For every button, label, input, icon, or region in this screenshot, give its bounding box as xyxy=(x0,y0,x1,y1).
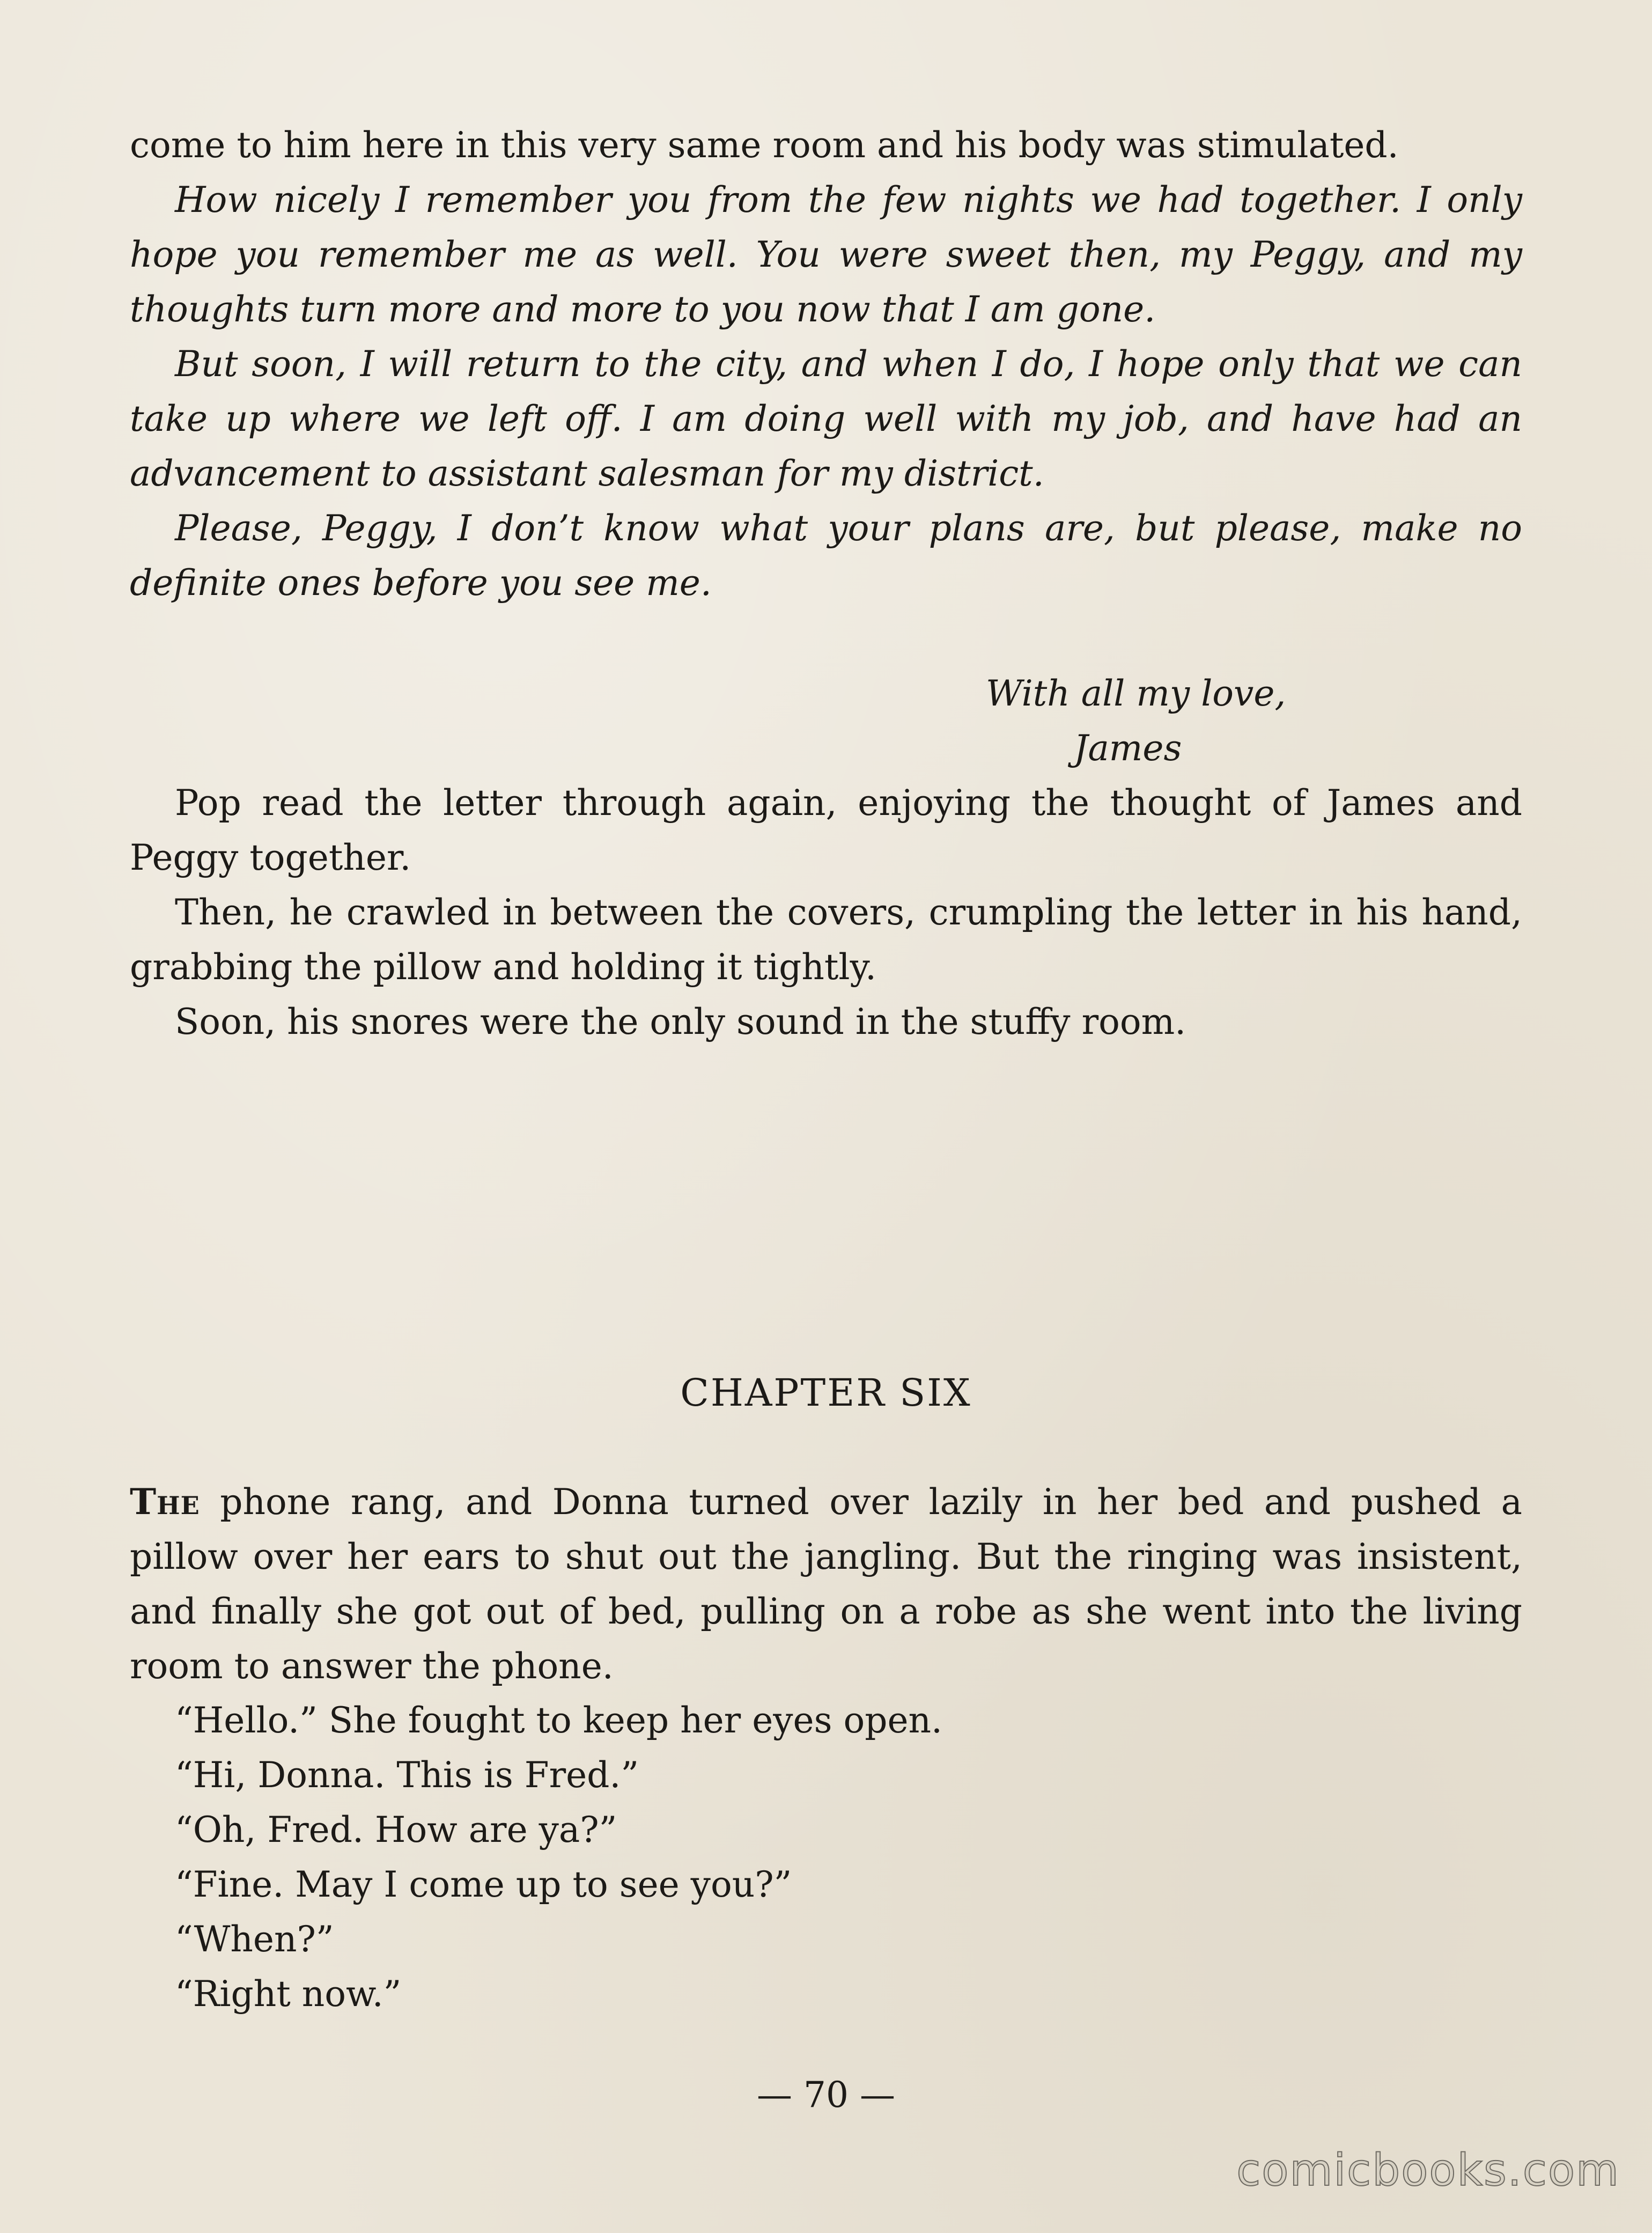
chapter-title: CHAPTER SIX xyxy=(680,1371,972,1415)
narrative-paragraph-3: Soon, his snores were the only sound in the stuffy room. xyxy=(175,1001,1186,1042)
letter-paragraph-1: How nicely I remember you from the few nights we had together. I only hope you remember me as well. You were sweet then, my Peggy, and my thoughts turn more and more to you now that I am gone. xyxy=(130,179,1522,330)
dialogue-line-6: “Right now.” xyxy=(175,1973,402,2015)
dialogue-line-4: “Fine. May I come up to see you?” xyxy=(175,1864,792,1905)
watermark-logo: comicbooks.com xyxy=(1236,2145,1620,2196)
letter-closing: With all my love, xyxy=(986,673,1286,714)
continued-paragraph: come to him here in this very same room and his body was stimulated. xyxy=(130,124,1399,166)
letter-paragraph-3: Please, Peggy, I don’t know what your plans are, but please, make no definite ones before you see me. xyxy=(130,508,1522,604)
dialogue-line-1: “Hello.” She fought to keep her eyes open. xyxy=(175,1700,942,1741)
opening-lead-word: The xyxy=(130,1481,200,1523)
opening-paragraph-text: phone rang, and Donna turned over lazily in her bed and pushed a pillow over her ears to shut out the jangling. But the ringing was insistent, and finally she got out of bed, pulling on a robe as she went into the living room to answer the phone. xyxy=(130,1481,1522,1687)
narrative-block xyxy=(130,776,1522,1049)
letter-signature: James xyxy=(1074,728,1182,769)
dialogue-block xyxy=(175,1693,942,2022)
narrative-paragraph-2: Then, he crawled in between the covers, crumpling the letter in his hand, grabbing the pillow and holding it tightly. xyxy=(130,892,1522,988)
chapter-opening-block xyxy=(130,1474,1522,1694)
letter-and-narrative-block xyxy=(130,118,1522,611)
narrative-paragraph-1: Pop read the letter through again, enjoying the thought of James and Peggy together. xyxy=(130,782,1522,878)
letter-paragraph-2: But soon, I will return to the city, and when I do, I hope only that we can take up where we left off. I am doing well with my job, and have had an advancement to assistant salesman for my district. xyxy=(130,343,1522,494)
dialogue-line-3: “Oh, Fred. How are ya?” xyxy=(175,1809,617,1850)
dialogue-line-5: “When?” xyxy=(175,1919,334,1960)
page-number: — 70 — xyxy=(757,2074,895,2116)
dialogue-line-2: “Hi, Donna. This is Fred.” xyxy=(175,1754,639,1796)
chapter-opening-paragraph xyxy=(130,1474,1522,1694)
